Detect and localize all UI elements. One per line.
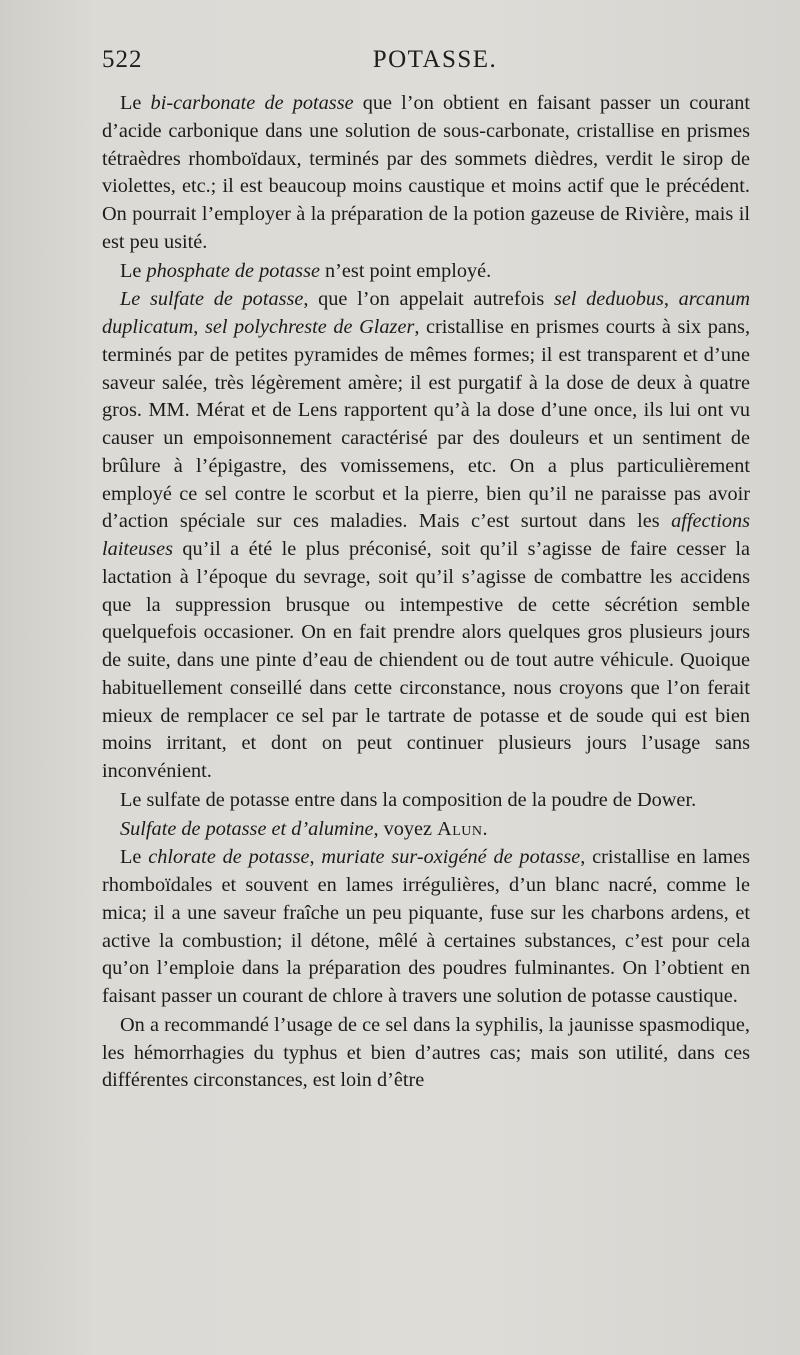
p3-term2: sel deduobus [553,288,664,311]
paragraph-bicarbonate [102,90,750,257]
p3-mid4: , cristallise en prismes courts à six pans, terminés par de petites pyramides de mêmes formes; il est transparent et d’une saveur salée, très légèrement amère; il est purgatif à la dose de deux à quatre gros. MM. Mérat et de Lens rapportent qu’à la dose d’une once, ils lui ont vu causer un empoisonnement caractérisé par des douleurs et un sentiment de brûlure à l’épigastre, des vomissemens, etc. On a plus particulièrement employé ce sel contre le scorbut et la pierre, bien qu’il ne paraisse pas avoir d’action spéciale sur ces maladies. Mais c’est surtout dans les [102,316,751,533]
p6-mid: , [309,846,322,869]
p1-pre: Le [120,92,151,114]
p5-mid: , voyez [373,817,438,840]
p3-term: Le sulfate de potasse [120,288,304,311]
p2-text: n’est point employé. [319,259,492,282]
cross-reference-alun: Alun [437,817,483,840]
paragraph-sulfate [102,286,750,786]
paragraph-chlorate [102,844,750,1011]
p3-term4: sel polychreste de Glazer [204,316,415,338]
p1-term: bi-carbonate de potasse [150,92,354,114]
p3-mid2: , [663,288,679,311]
page-header [0,40,800,90]
p6-term: chlorate de potasse [148,846,310,869]
paragraph-alun [102,816,750,844]
p6-text: , cristallise en lames rhomboïdales et souvent en lames irrégulières, d’un blanc nacré, comme le mica; il a une saveur fraîche un peu piquante, fuse sur les charbons ardens, et active la combustion; il détone, mêlé à certaines substances, c’est pour cela qu’on l’emploie dans la préparation des poudres fulminantes. On l’obtient en faisant passer un courant de chlore à travers une solution de potasse caustique. [102,846,751,1007]
p1-text: que l’on obtient en faisant passer un courant d’acide carbonique dans une solution de sous-carbonate, cristallise en prismes tétraèdres rhomboïdaux, terminés par des sommets dièdres, verdit le sirop de violettes, etc.; il est beaucoup moins caustique et moins actif que le précédent. On pourrait l’employer à la préparation de la potion gazeuse de Rivière, mais il est peu usité. [102,92,751,253]
p2-term: phosphate de potasse [146,259,320,282]
p6-pre: Le [120,846,149,869]
p3-text: qu’il a été le plus préconisé, soit qu’il s’agisse de faire cesser la lactation à l’époque du sevrage, soit qu’il s’agisse de combattre les accidens que la suppression brusque ou intempestive de cette sécrétion semble quelquefois occasioner. On en fait prendre alors quelques gros plusieurs jours de suite, dans une pinte d’eau de chiendent ou de tout autre véhicule. Quoique habituellement conseillé dans cette circonstance, nous croyons que l’on ferait mieux de remplacer ce sel par le tartrate de potasse et de soude qui est bien moins irritant, et dont on peut continuer plusieurs jours l’usage sans inconvénient. [102,538,750,782]
paragraph-dower: Le sulfate de potasse entre dans la composition de la poudre de Dower. [120,788,697,811]
body-text [102,90,750,1095]
p2-pre: Le [120,259,147,282]
page-number: 522 [102,46,143,73]
paragraph-syphilis: On a recommandé l’usage de ce sel dans la syphilis, la jaunisse spasmodique, les hémorrhagies du typhus et bien d’autres cas; mais son utilité, dans ces différentes circonstances, est loin d’être [102,1013,750,1092]
paragraph-phosphate [102,258,750,286]
p5-post: . [482,817,488,840]
p3-term3: arcanum duplicatum [102,288,751,338]
running-title: POTASSE. [372,46,498,73]
p3-term5: affections laiteuses [102,510,750,560]
p5-term: Sulfate de potasse et d’alumine [120,817,374,840]
p3-mid1: , que l’on appelait autrefois [303,288,554,311]
p6-term2: muriate sur-oxigéné de potasse [321,846,581,869]
p3-mid3: , [193,316,205,338]
